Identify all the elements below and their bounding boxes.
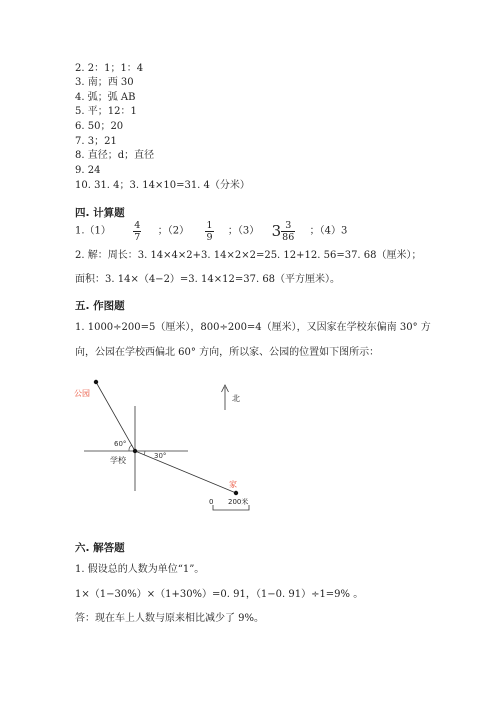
section-heading-drawing: 五. 作图题: [75, 300, 125, 312]
calc-question-2-perimeter: 2. 解：周长：3. 14×4×2+3. 14×2×2=25. 12+12. 56=37. 68（厘米）；: [75, 250, 422, 261]
answer-line-5: 5. 平；12：1: [75, 106, 137, 117]
fraction-numerator: 1: [206, 219, 213, 231]
calc-question-1: [75, 219, 347, 244]
park-point: [94, 380, 98, 384]
scale-distance-label: 200米: [228, 498, 249, 506]
q1-separator-2: ；（3）: [227, 225, 260, 237]
angle-30-label: 30°: [154, 452, 167, 460]
word-problem-answer: 答：现在车上人数与原来相比减少了 9%。: [75, 613, 265, 624]
answer-line-9: 9. 24: [75, 165, 101, 176]
answer-line-3: 3. 南；西 30: [75, 77, 134, 88]
q1-separator-3: ；（4）3: [309, 225, 348, 237]
q1-separator-1: ；（2）: [157, 225, 190, 237]
fraction-4-7: [133, 220, 141, 243]
answer-line-2: 2. 2：1；1：4: [75, 63, 144, 74]
scale-zero-label: 0: [209, 498, 214, 506]
mixed-number-whole: 3: [271, 222, 282, 240]
home-point: [234, 491, 238, 495]
answer-line-4: 4. 弧；弧 AB: [75, 92, 136, 103]
fraction-numerator: 4: [134, 219, 141, 231]
fraction-1-9: [205, 220, 213, 243]
school-label: 学校: [110, 456, 126, 465]
fraction-denominator: 7: [134, 231, 141, 243]
angle-30-arc: [144, 451, 145, 455]
answer-line-10: 10. 31. 4；3. 14×10=31. 4（分米）: [75, 180, 250, 191]
word-problem-line-2: 1×（1−30%）×（1+30%）=0. 91，（1−0. 91）÷1=9% 。: [75, 589, 364, 600]
location-diagram: [70, 370, 290, 520]
fraction-denominator: 86: [282, 231, 295, 243]
fraction-3-86: [281, 220, 295, 243]
section-heading-calculation: 四. 计算题: [75, 207, 125, 219]
word-problem-line-1: 1. 假设总的人数为单位“1”。: [75, 564, 205, 575]
answer-line-8: 8. 直径；d；直径: [75, 150, 155, 161]
home-label: 家: [229, 480, 237, 489]
answer-line-7: 7. 3；21: [75, 136, 117, 147]
drawing-answer-line-1: 1. 1000÷200=5（厘米），800÷200=4（厘米），又因家在学校东偏南 30° 方: [75, 322, 431, 333]
section-heading-word-problems: 六. 解答题: [75, 542, 125, 554]
home-direction-line: [135, 451, 236, 493]
angle-60-label: 60°: [114, 440, 127, 448]
answer-line-6: 6. 50；20: [75, 121, 124, 132]
drawing-answer-line-2: 向，公园在学校西偏北 60° 方向，所以家、公园的位置如下图所示：: [75, 347, 380, 358]
fraction-numerator: 3: [285, 219, 292, 231]
north-label: 北: [232, 394, 240, 403]
park-label: 公园: [74, 389, 90, 398]
calc-question-2-area: 面积：3. 14×（4−2）=3. 14×12=37. 68（平方厘米）。: [75, 274, 341, 285]
fraction-denominator: 9: [206, 231, 213, 243]
q1-prefix: 1.（1）: [75, 225, 111, 237]
school-point: [133, 449, 137, 453]
angle-60-arc: [129, 445, 132, 451]
